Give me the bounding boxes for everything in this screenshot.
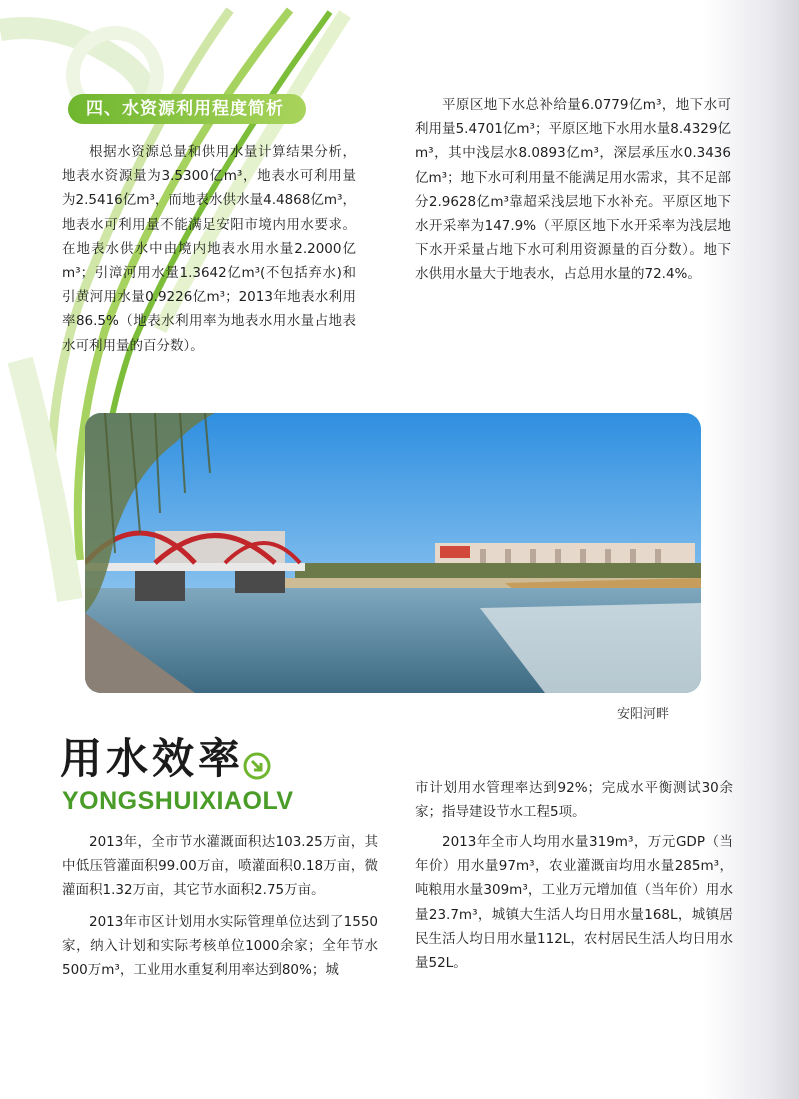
groundwater-paragraph: 平原区地下水总补给量6.0779亿m³，地下水可利用量5.4701亿m³；平原区地下水用水量8.4329亿m³，其中浅层水8.0893亿m³，深层承压水0.3436亿m³；地下水可利用量不能满足用水需求，其不足部分2.9628亿m³靠超采浅层地下水补充。平原区地下水开采率为147.9%（平原区地下水开采率为浅层地下水开采量占地下水可利用资源量的百分数）。地下水供用水量大于地表水，占总用水量的72.4%。 [415, 97, 731, 283]
irrigation-paragraph: 2013年，全市节水灌溉面积达103.25万亩，其中低压管灌面积99.00万亩，喷灌面积0.18万亩，微灌面积1.32万亩，其它节水面积2.75万亩。 [62, 834, 378, 899]
surface-water-paragraph: 根据水资源总量和供用水量计算结果分析，地表水资源量为3.5300亿m³，地表水可利用量为2.5416亿m³，而地表水供水量4.4868亿m³，地表水可利用量不能满足安阳市境内用水要求。在地表水供水中由境内地表水用水量2.2000亿m³；引漳河用水量1.3642亿m³(不包括弃水)和引黄河用水量0.9226亿m³；2013年地表水利用率86.5%（地表水利用率为地表水用水量占地表水可利用量的百分数）。 [62, 144, 356, 354]
title-pinyin: YONGSHUIXIAOLV [62, 787, 294, 815]
section-heading: 四、水资源利用程度简析 [68, 94, 306, 124]
planned-water-continued-paragraph: 市计划用水管理率达到92%；完成水平衡测试30余家；指导建设节水工程5项。 [415, 780, 733, 821]
page-title: 用水效率 [60, 734, 245, 783]
planned-water-paragraph: 2013年市区计划用水实际管理单位达到了1550家，纳入计划和实际考核单位1000余家；全年节水500万m³，工业用水重复利用率达到80%；城 [62, 914, 378, 979]
arrow-circle-icon [243, 752, 271, 780]
river-scene-illustration [85, 413, 701, 693]
river-photo [85, 413, 701, 693]
photo-caption: 安阳河畔 [617, 707, 670, 722]
per-capita-usage-paragraph: 2013年全市人均用水量319m³，万元GDP（当年价）用水量97m³，农业灌溉亩均用水量285m³，吨粮用水量309m³，工业万元增加值（当年价）用水量23.7m³，城镇大生活人均日用水量168L，城镇居民生活人均日用水量112L，农村居民生活人均日用水量52L。 [415, 834, 733, 972]
